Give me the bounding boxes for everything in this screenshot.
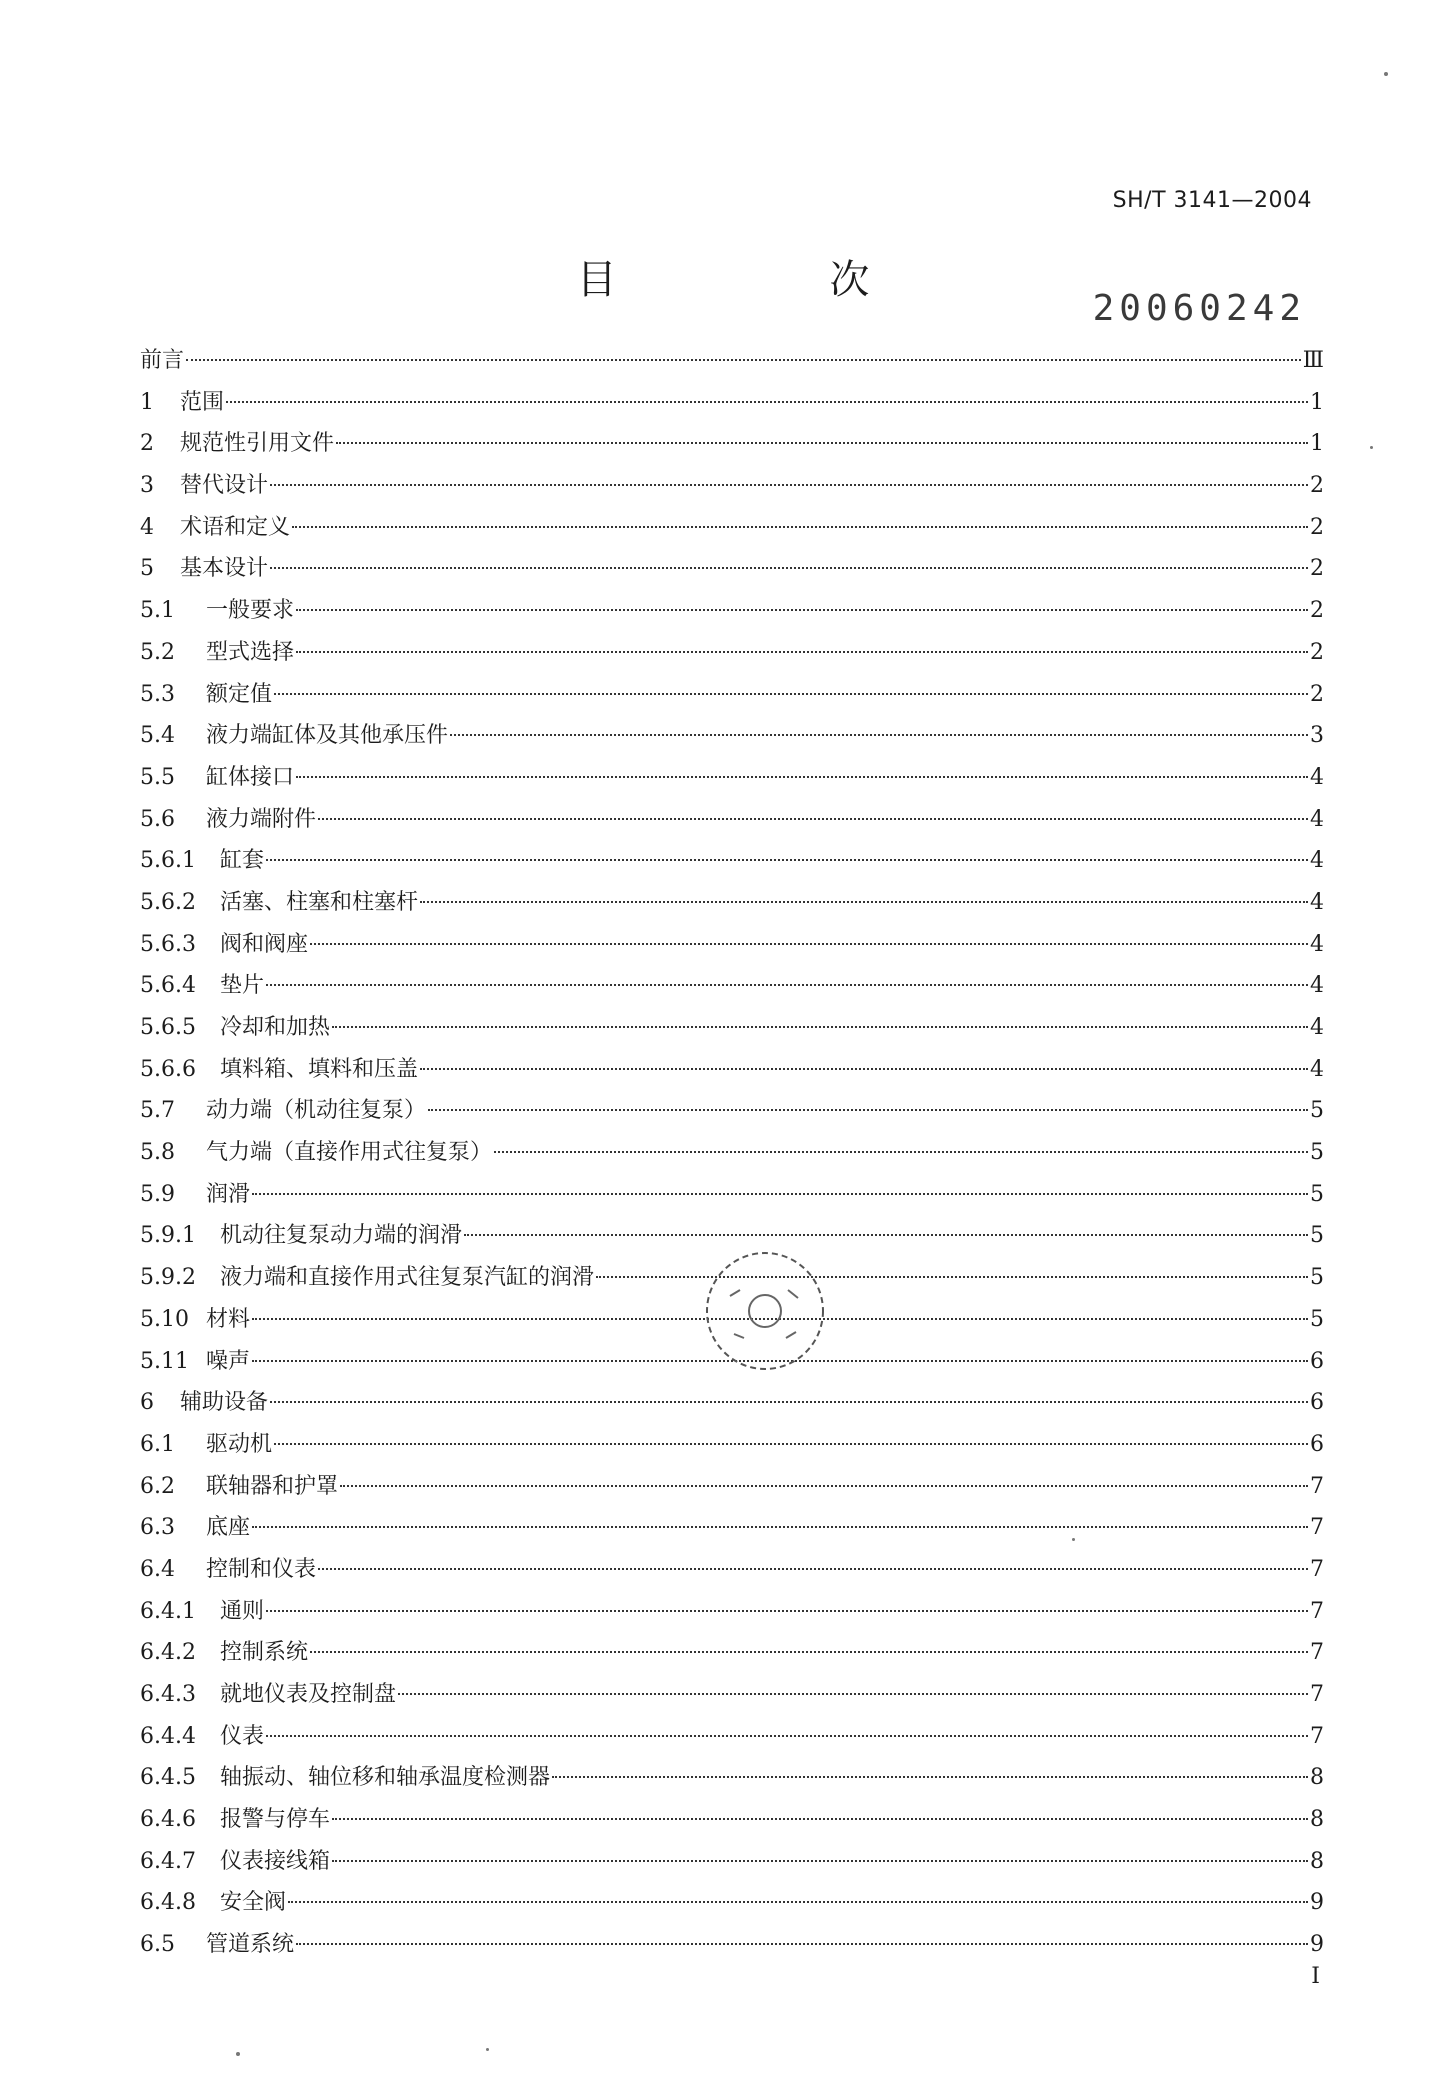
toc-entry-title: 控制系统 [220,1640,309,1666]
toc-entry[interactable] [140,1466,1324,1508]
toc-entry-title: 驱动机 [206,1431,273,1457]
toc-entry-number: 5.2 [140,639,175,665]
toc-entry-number: 6.1 [140,1431,175,1457]
toc-entry-number: 5.6.5 [140,1015,196,1040]
toc-entry-number: 6 [140,1390,154,1416]
dot-leader [270,1400,1308,1403]
toc-entry-page: 8 [1310,1765,1324,1791]
toc-entry-title: 额定值 [206,681,273,707]
toc-entry-page: 5 [1310,1306,1324,1332]
toc-entry-number: 5.5 [140,764,175,790]
toc-entry[interactable] [140,632,1324,674]
toc-entry[interactable] [140,965,1324,1007]
dot-leader [274,1442,1308,1445]
dot-leader [270,483,1308,486]
dot-leader [332,1025,1308,1028]
toc-entry-title: 替代设计 [180,473,269,499]
toc-entry-page: 4 [1310,1056,1324,1082]
toc-entry-page: 2 [1310,473,1324,499]
toc-entry[interactable] [140,1882,1324,1924]
toc-entry-page: 5 [1310,1181,1324,1207]
toc-entry-title: 动力端（机动往复泵） [206,1098,427,1124]
toc-entry-title: 液力端缸体及其他承压件 [206,723,449,749]
toc-entry[interactable] [140,1090,1324,1132]
toc-entry[interactable] [140,840,1324,882]
toc-entry-number: 5.11 [140,1348,189,1374]
toc-entry[interactable] [140,799,1324,841]
toc-entry-number: 6.4.7 [140,1848,196,1874]
toc-entry[interactable] [140,924,1324,966]
toc-entry-title: 控制和仪表 [206,1556,317,1582]
dot-leader [226,400,1308,403]
toc-entry-number: 6.3 [140,1515,175,1541]
toc-entry-number: 3 [140,473,154,499]
toc-entry-number: 5.6.2 [140,889,196,915]
toc-entry-number: 5.8 [140,1140,175,1166]
toc-entry-page: 7 [1310,1598,1324,1624]
dot-leader [310,942,1308,945]
dot-leader [420,1067,1308,1070]
toc-entry-number: 5.7 [140,1098,175,1124]
toc-entry-number: 1 [140,389,154,415]
toc-entry[interactable] [140,507,1324,549]
scan-speck [236,2052,240,2056]
dot-leader [252,1192,1308,1195]
toc-entry[interactable] [140,1382,1324,1424]
toc-entry-number: 5.6 [140,806,175,832]
toc-entry[interactable] [140,423,1324,465]
toc-entry-title: 报警与停车 [220,1807,331,1833]
toc-entry-page: 8 [1310,1807,1324,1833]
toc-entry[interactable] [140,1924,1324,1966]
dot-leader [266,983,1308,986]
toc-entry[interactable] [140,1007,1324,1049]
dot-leader [318,1567,1308,1570]
dot-leader [340,1484,1308,1487]
dot-leader [332,1817,1308,1820]
toc-entry-page: 7 [1310,1682,1324,1707]
toc-entry[interactable] [140,590,1324,632]
toc-entry-number: 6.4.8 [140,1890,196,1916]
dot-leader [186,358,1301,361]
dot-leader [450,733,1308,736]
dot-leader [420,900,1308,903]
toc-entry-page: 5 [1310,1098,1324,1124]
dot-leader [336,441,1308,444]
toc-entry[interactable] [140,548,1324,590]
toc-entry-page: 6 [1310,1348,1324,1374]
toc-entry-title: 型式选择 [206,639,295,665]
toc-entry-title: 轴振动、轴位移和轴承温度检测器 [220,1765,551,1791]
toc-entry-page: 6 [1310,1390,1324,1416]
toc-entry[interactable] [140,465,1324,507]
toc-entry-page: 9 [1310,1890,1324,1916]
dot-leader [494,1150,1308,1153]
dot-leader [266,858,1308,861]
toc-entry[interactable] [140,882,1324,924]
toc-entry-page: 3 [1310,723,1324,749]
toc-entry[interactable] [140,340,1324,382]
toc-entry-number: 5.6.1 [140,848,196,874]
toc-entry-number: 6.2 [140,1473,175,1499]
toc-entry-number: 5.9.2 [140,1265,196,1291]
toc-entry-title: 联轴器和护罩 [206,1473,339,1499]
toc-entry-title: 液力端和直接作用式往复泵汽缸的润滑 [220,1265,595,1291]
toc-entry[interactable] [140,1591,1324,1633]
toc-entry-title: 规范性引用文件 [180,431,335,457]
toc-entry[interactable] [140,382,1324,424]
toc-entry-title: 安全阀 [220,1890,287,1916]
toc-entry-title: 垫片 [220,973,265,999]
toc-entry-number: 5.9.1 [140,1223,196,1249]
toc-entry-number: 5 [140,556,154,582]
toc-entry-title: 术语和定义 [180,514,291,540]
toc-entry-title: 管道系统 [206,1932,295,1958]
toc-entry-number: 2 [140,431,154,457]
toc-entry-number: 6.4.1 [140,1598,196,1624]
toc-entry[interactable] [140,1716,1324,1758]
toc-entry-title: 仪表 [220,1723,265,1749]
page-title: 目 次 [576,257,870,303]
toc-entry-title: 机动往复泵动力端的润滑 [220,1223,463,1249]
toc-entry-page: 2 [1310,681,1324,707]
toc-entry[interactable] [140,1174,1324,1216]
table-of-contents [140,340,1324,1966]
toc-entry-page: 7 [1310,1723,1324,1749]
toc-entry-title: 润滑 [206,1181,251,1207]
toc-entry[interactable] [140,1757,1324,1799]
toc-entry-page: 4 [1310,889,1324,915]
toc-entry-title: 通则 [220,1598,265,1624]
toc-entry-number: 5.1 [140,598,175,624]
scan-speck [1072,1538,1075,1541]
toc-entry-number: 5.6.6 [140,1056,196,1082]
toc-entry-title: 一般要求 [206,598,295,624]
toc-entry-title: 缸体接口 [206,764,295,790]
scan-speck [1384,72,1388,76]
toc-entry-title: 基本设计 [180,556,269,582]
toc-entry-number: 5.6.3 [140,931,196,957]
dot-leader [296,608,1308,611]
toc-entry-page: 4 [1310,931,1324,957]
toc-entry-title: 前言 [140,348,185,373]
toc-entry[interactable] [140,715,1324,757]
dot-leader [296,650,1308,653]
dot-leader [252,1525,1308,1528]
toc-entry-number: 5.3 [140,681,175,707]
toc-entry-page: 8 [1310,1848,1324,1874]
toc-entry-number: 5.10 [140,1306,189,1332]
standard-code: SH/T 3141—2004 [1112,188,1312,213]
dot-leader [270,566,1308,569]
toc-entry-page: Ⅲ [1302,348,1324,373]
dot-leader [332,1859,1308,1862]
toc-entry-title: 活塞、柱塞和柱塞杆 [220,889,419,915]
toc-entry-page: 4 [1310,1015,1324,1040]
dot-leader [398,1692,1308,1695]
toc-entry-page: 2 [1310,556,1324,582]
serial-number-stamp: 20060242 [1092,288,1306,329]
toc-entry[interactable] [140,757,1324,799]
toc-entry-number: 5.4 [140,723,175,749]
toc-entry-title: 就地仪表及控制盘 [220,1682,397,1707]
toc-entry-number: 6.4.4 [140,1723,196,1749]
toc-entry-title: 冷却和加热 [220,1015,331,1040]
toc-entry-title: 范围 [180,389,225,415]
dot-leader [288,1900,1308,1903]
toc-entry-page: 4 [1310,973,1324,999]
toc-entry-page: 2 [1310,598,1324,624]
toc-entry[interactable] [140,1632,1324,1674]
toc-entry-title: 噪声 [206,1348,251,1374]
page-number: I [1311,1964,1320,1989]
library-seal-icon [700,1246,830,1376]
dot-leader [318,817,1308,820]
toc-entry[interactable] [140,674,1324,716]
toc-entry[interactable] [140,1674,1324,1716]
toc-entry-number: 6.5 [140,1932,175,1958]
toc-entry-number: 6.4.2 [140,1640,196,1666]
toc-entry-page: 4 [1310,848,1324,874]
dot-leader [428,1108,1308,1111]
toc-entry-number: 6.4.5 [140,1765,196,1791]
toc-entry-page: 1 [1310,431,1324,457]
toc-entry-number: 6.4 [140,1556,175,1582]
toc-entry-title: 填料箱、填料和压盖 [220,1056,419,1082]
toc-entry-page: 5 [1310,1140,1324,1166]
scan-speck [1370,446,1373,449]
toc-entry-page: 5 [1310,1265,1324,1291]
dot-leader [266,1734,1308,1737]
toc-entry-title: 缸套 [220,848,265,874]
toc-entry-page: 7 [1310,1556,1324,1582]
toc-entry-page: 1 [1310,389,1324,415]
toc-entry-page: 7 [1310,1640,1324,1666]
toc-entry[interactable] [140,1049,1324,1091]
toc-entry-title: 气力端（直接作用式往复泵） [206,1140,493,1166]
dot-leader [310,1650,1308,1653]
dot-leader [296,1942,1308,1945]
toc-entry-title: 仪表接线箱 [220,1848,331,1874]
scan-speck [486,2048,489,2051]
toc-entry-page: 4 [1310,806,1324,832]
dot-leader [296,775,1308,778]
toc-entry-page: 2 [1310,514,1324,540]
toc-entry[interactable] [140,1549,1324,1591]
toc-entry-title: 材料 [206,1306,251,1332]
dot-leader [266,1609,1308,1612]
toc-entry-page: 9 [1310,1932,1324,1958]
toc-entry-title: 液力端附件 [206,806,317,832]
dot-leader [274,692,1308,695]
toc-entry-number: 5.9 [140,1181,175,1207]
toc-entry[interactable] [140,1799,1324,1841]
dot-leader [464,1233,1308,1236]
toc-entry-page: 6 [1310,1431,1324,1457]
toc-entry[interactable] [140,1132,1324,1174]
toc-entry-title: 底座 [206,1515,251,1541]
toc-entry-title: 辅助设备 [180,1390,269,1416]
dot-leader [292,525,1308,528]
toc-entry-page: 5 [1310,1223,1324,1249]
toc-entry-number: 5.6.4 [140,973,196,999]
toc-entry-number: 6.4.6 [140,1807,196,1833]
toc-entry-number: 6.4.3 [140,1682,196,1707]
toc-entry[interactable] [140,1424,1324,1466]
toc-entry-title: 阀和阀座 [220,931,309,957]
toc-entry-page: 7 [1310,1473,1324,1499]
toc-entry[interactable] [140,1841,1324,1883]
toc-entry-page: 2 [1310,639,1324,665]
toc-entry-page: 7 [1310,1515,1324,1541]
toc-entry[interactable] [140,1507,1324,1549]
dot-leader [552,1775,1308,1778]
toc-entry-page: 4 [1310,764,1324,790]
toc-entry-number: 4 [140,514,154,540]
